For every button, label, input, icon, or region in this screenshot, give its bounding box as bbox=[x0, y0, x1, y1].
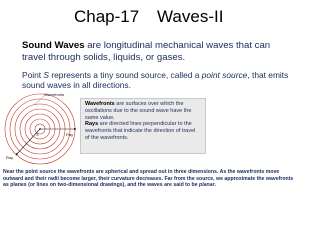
point-source-dot bbox=[39, 128, 41, 130]
point-source-term: point source bbox=[201, 70, 248, 80]
wavefront-pointer bbox=[34, 96, 44, 105]
wavefronts-term: Wavefronts bbox=[85, 101, 115, 107]
slide-title bbox=[0, 6, 300, 28]
sound-waves-definition bbox=[22, 40, 294, 64]
point-source-description bbox=[22, 70, 294, 91]
planar-waves-text: Near the point source the wavefronts are spherical and spread out in three dimensions. As the wavefronts move outward and their radii become larger, their curvature decreases. Far from the source, we approximate the wavefronts as planes (or lines on two-dimensional drawings), and the waves are said to be bbox=[3, 169, 294, 188]
point-s-symbol: S bbox=[43, 70, 50, 80]
topic-label: Waves-II bbox=[157, 7, 224, 26]
planar-waves-text-end: . bbox=[214, 182, 217, 188]
source-label: S bbox=[36, 132, 39, 137]
wavefront-diagram bbox=[0, 91, 80, 171]
sound-waves-description: are longitudinal mechanical waves that can travel through solids, liquids, or gases. bbox=[22, 40, 271, 63]
point-source-text-mid: represents a tiny sound source, called a bbox=[49, 70, 202, 80]
wavefronts-definition: are surfaces over which the oscillations due to the sound wave have the same value. bbox=[85, 101, 192, 121]
sound-waves-term: Sound Waves bbox=[22, 40, 85, 51]
point-source-text-post: , that emits sound waves in all directions. bbox=[22, 70, 289, 91]
wavefronts-label: Wavefronts bbox=[44, 92, 65, 97]
rays-definition: are directed lines perpendicular to the wavefronts that indicate the direction of travel of the wavefronts. bbox=[85, 121, 196, 141]
planar-term: planar bbox=[199, 182, 215, 188]
planar-waves-paragraph bbox=[3, 169, 298, 189]
chapter-label: Chap-17 bbox=[74, 7, 140, 26]
point-source-text-pre: Point bbox=[22, 70, 44, 80]
ray-label-right: Ray bbox=[66, 132, 74, 137]
rays-term: Rays bbox=[85, 121, 99, 128]
ray-label-bottom: Ray bbox=[6, 155, 14, 160]
definitions-box bbox=[80, 98, 206, 154]
